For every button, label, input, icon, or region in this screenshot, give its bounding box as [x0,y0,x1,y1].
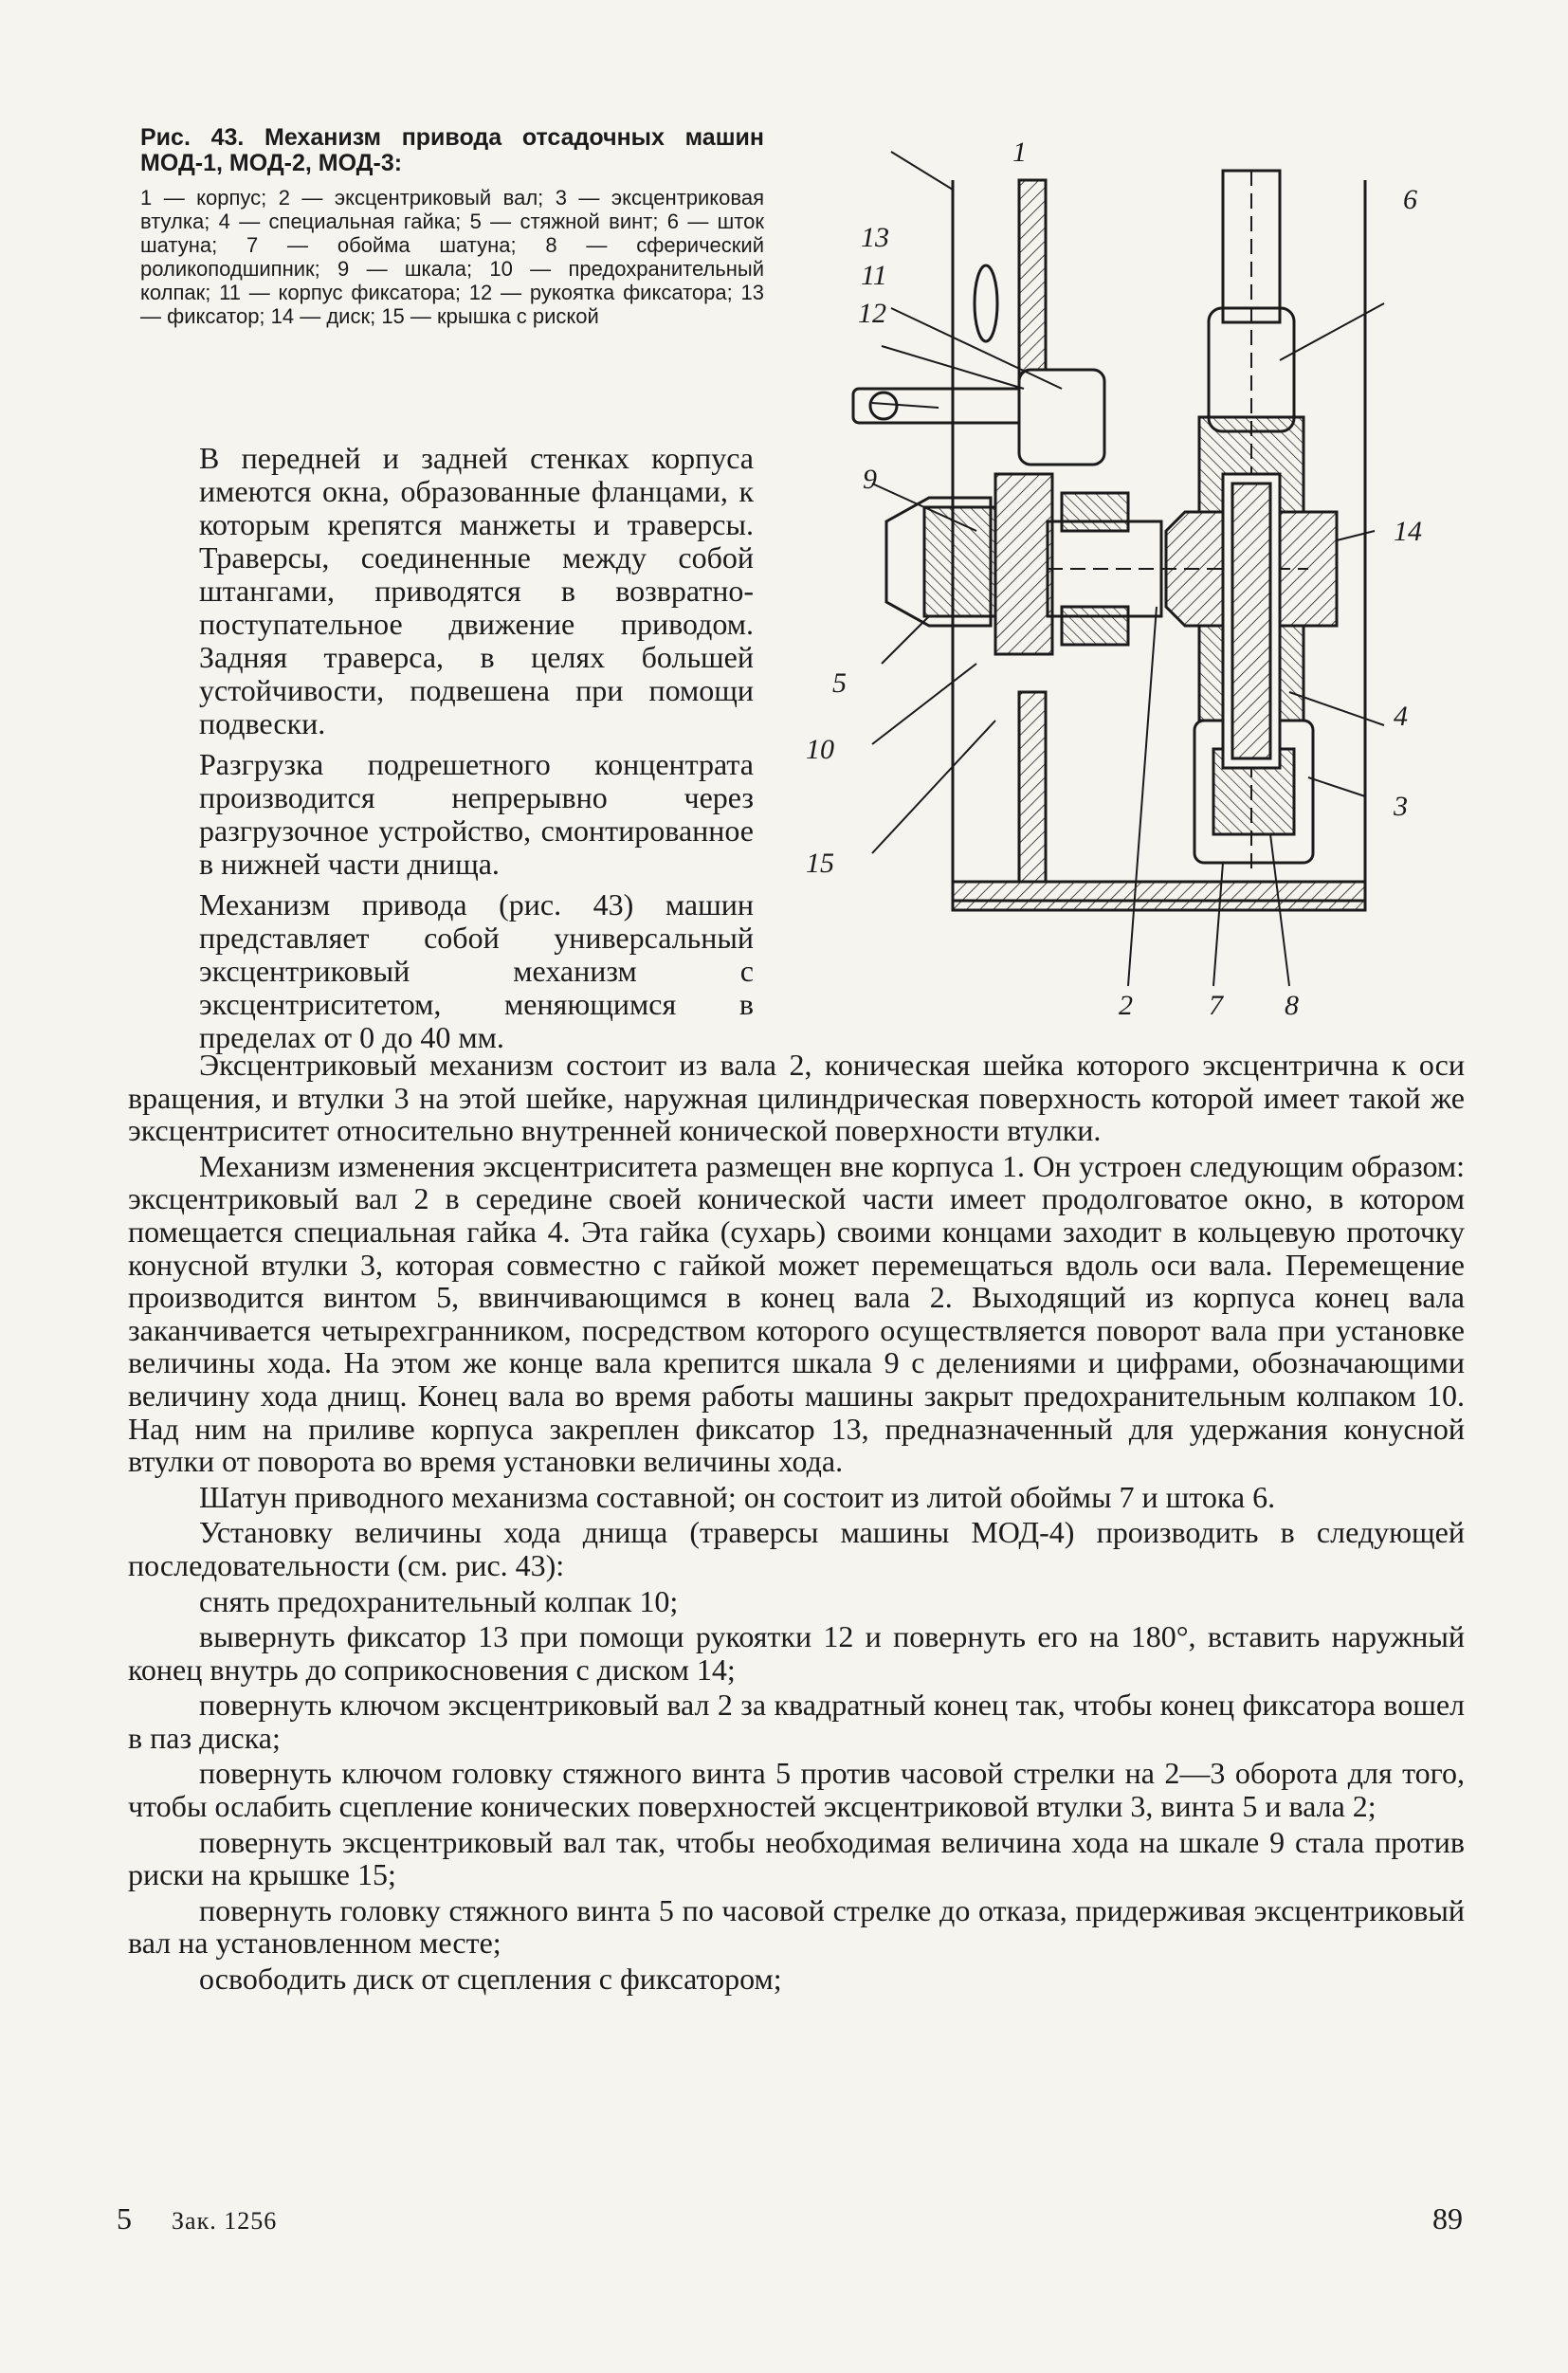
label-14: 14 [1394,516,1422,547]
caption-title: Рис. 43. Механизм привода отсадочных машин МОД-1, МОД-2, МОД-3: [140,124,764,176]
label-3: 3 [1394,791,1408,822]
label-7: 7 [1209,990,1223,1021]
label-4: 4 [1394,701,1408,732]
label-9: 9 [863,464,877,495]
paragraph: Механизм изменения эксцентриситета размещен вне корпуса 1. Он устроен следующим образом: эксцентриковый вал 2 в середине своей конической части имеет продолговатое окно, в котором помещается специальная гайка 4. Эта гайка (сухарь) своими концами заходит в кольцевую проточку конусной втулки 3, которая совместно с гайкой может перемещаться вдоль оси вала. Перемещение производится винтом 5, ввинчивающимся в конец вала 2. Выходящий из корпуса конец вала заканчивается четырехгранником, посредством которого осуществляется поворот вала при установке величины хода. На этом же конце вала крепится шкала 9 с делениями и цифрами, обозначающими величину хода днищ. Конец вала во время работы машины закрыт предохранительным колпаком 10. Над ним на приливе корпуса закреплен фиксатор 13, предназначенный для удержания конусной втулки от поворота во время установки величины хода. [128,1148,1465,1479]
label-12: 12 [858,298,886,329]
drawing-svg [777,133,1498,1024]
side-column-text [199,442,754,1054]
step-item: повернуть ключом эксцентриковый вал 2 за квадратный конец так, чтобы конец фиксатора вошел в паз диска; [128,1688,1465,1755]
col-paragraph: Механизм привода (рис. 43) машин представляет собой универсальный эксцентриковый механизм с эксцентриситетом, меняющимся в пределах от 0 до 40 мм. [199,887,754,1054]
signature-mark: 5 [117,2201,132,2236]
label-6: 6 [1403,184,1417,215]
page-number: 89 [1432,2201,1463,2236]
label-5: 5 [832,667,847,699]
col-paragraph: В передней и задней стенках корпуса имеются окна, образованные фланцами, к которым крепятся манжеты и траверсы. Траверсы, соединенные между собой штангами, приводятся в возвратно-поступательное движение приводом. Задняя траверса, в целях большей устойчивости, подвешена при помощи подвески. [199,441,754,740]
figure-caption [140,125,764,328]
step-item: повернуть эксцентриковый вал так, чтобы необходимая величина хода на шкале 9 стала против риски на крышке 15; [128,1824,1465,1892]
mechanism-drawing [777,133,1498,1024]
label-8: 8 [1285,990,1299,1021]
caption-legend: 1 — корпус; 2 — эксцентриковый вал; 3 — эксцентриковая втулка; 4 — специальная гайка; 5 — стяжной винт; 6 — шток шатуна; 7 — обойма шатуна; 8 — сферический роликоподшипник; 9 — шкала; 10 — предохранительный колпак; 11 — корпус фиксатора; 12 — рукоятка фиксатора; 13 — фиксатор; 14 — диск; 15 — крышка с риской [140,186,764,328]
col-paragraph: Разгрузка подрешетного концентрата производится непрерывно через разгрузочное устройство, смонтированное в нижней части днища. [199,747,754,881]
step-item: освободить диск от сцепления с фиксатором; [199,1962,782,1997]
label-15: 15 [806,848,834,879]
label-1: 1 [1012,137,1027,168]
paragraph: Эксцентриковый механизм состоит из вала 2, коническая шейка которого эксцентрична к оси вращения, и втулки 3 на этой шейке, наружная цилиндрическая поверхность которой имеет такой же эксцентриситет относительно внутренней конической поверхности втулки. [128,1048,1465,1148]
paragraph: Шатун приводного механизма составной; он состоит из литой обоймы 7 и штока 6. [199,1479,1276,1514]
paragraph: Установку величины хода днища (траверсы машины МОД-4) производить в следующей последовательности (см. рис. 43): [128,1515,1465,1582]
order-number: Зак. 1256 [172,2207,278,2235]
label-13: 13 [861,222,889,253]
label-10: 10 [806,734,834,765]
label-11: 11 [861,260,887,291]
step-item: повернуть головку стяжного винта 5 по часовой стрелке до отказа, придерживая эксцентриковый вал на установленном месте; [128,1892,1465,1961]
label-2: 2 [1119,990,1133,1021]
page-footer [117,2201,1463,2239]
step-item: вывернуть фиксатор 13 при помощи рукоятки 12 и повернуть его на 180°, вставить наружный конец внутрь до соприкосновения с диском 14; [128,1619,1465,1687]
main-text [128,1049,1465,1996]
step-item: повернуть ключом головку стяжного винта 5 против часовой стрелки на 2—3 оборота для того, чтобы ослабить сцепление конических поверхностей эксцентриковой втулки 3, винта 5 и вала 2; [128,1756,1465,1824]
step-item: снять предохранительный колпак 10; [199,1583,679,1618]
